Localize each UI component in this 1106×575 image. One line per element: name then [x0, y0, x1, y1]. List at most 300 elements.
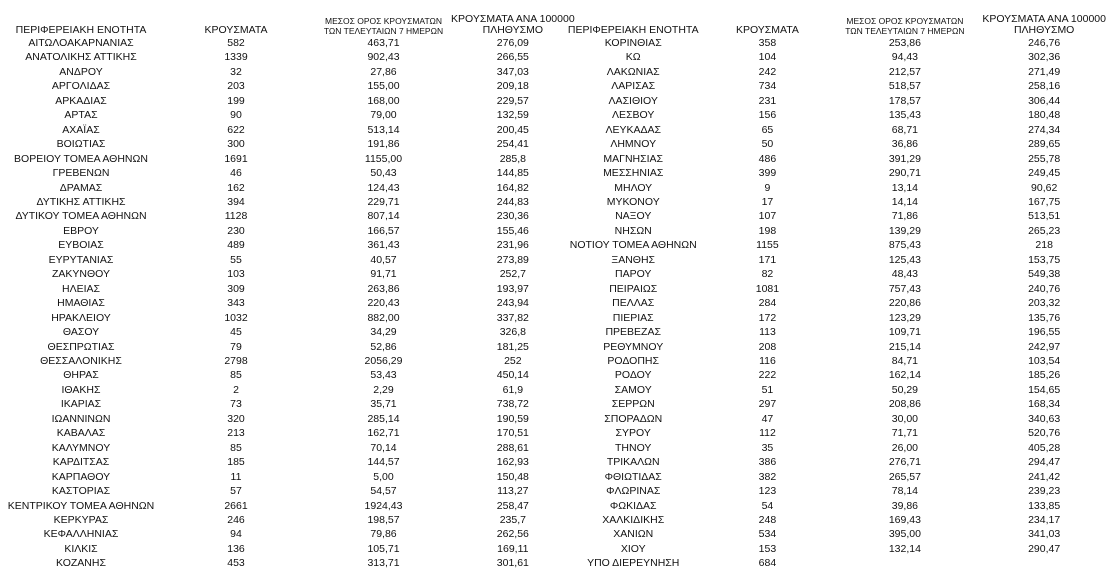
per-100k-cell: 306,44	[1028, 94, 1061, 107]
avg-7days-cell: 220,43	[367, 297, 400, 310]
region-cell: ΛΑΚΩΝΙΑΣ	[606, 65, 660, 78]
cases-cell: 46	[230, 167, 242, 180]
avg-7days-cell: 109,71	[888, 326, 921, 339]
per-100k-cell: 240,76	[1028, 282, 1061, 295]
region-cell: ΗΛΕΙΑΣ	[61, 282, 100, 295]
avg-7days-cell: 78,14	[891, 485, 919, 498]
avg-7days-cell: 757,43	[888, 282, 921, 295]
cases-cell: 32	[230, 65, 242, 78]
table-row	[559, 542, 1106, 556]
region-cell: ΧΑΝΙΩΝ	[613, 528, 654, 541]
header-per-100k	[982, 8, 1106, 36]
region-cell: ΑΡΓΟΛΙΔΑΣ	[51, 80, 111, 93]
table-row	[6, 527, 575, 541]
avg-7days-cell: 79,86	[370, 528, 397, 541]
cases-cell: 1691	[224, 152, 248, 165]
cases-cell: 79	[230, 340, 242, 353]
region-cell: ΝΑΞΟΥ	[615, 210, 652, 223]
region-cell: ΣΠΟΡΑΔΩΝ	[604, 412, 663, 425]
region-cell: ΑΡΤΑΣ	[64, 109, 98, 122]
table-row	[559, 296, 1106, 310]
avg-7days-cell: 168,00	[367, 94, 400, 107]
avg-7days-cell: 132,14	[888, 542, 921, 555]
table-row	[559, 484, 1106, 498]
header-per100k-line1: ΚΡΟΥΣΜΑΤΑ ΑΝΑ 100000	[451, 13, 575, 25]
cases-cell: 113	[759, 326, 776, 339]
region-cell: ΒΟΡΕΙΟΥ ΤΟΜΕΑ ΑΘΗΝΩΝ	[14, 152, 148, 165]
table-row	[6, 340, 575, 354]
avg-7days-cell: 50,43	[370, 167, 397, 180]
avg-7days-cell: 70,14	[370, 441, 397, 454]
table-row	[6, 354, 575, 368]
region-cell: ΜΕΣΣΗΝΙΑΣ	[603, 167, 664, 180]
table-row	[6, 484, 575, 498]
table-row	[559, 108, 1106, 122]
avg-7days-cell: 48,43	[891, 268, 919, 281]
region-cell: ΚΑΡΠΑΘΟΥ	[51, 470, 111, 483]
avg-7days-cell: 36,86	[891, 138, 919, 151]
region-cell: ΘΕΣΣΑΛΟΝΙΚΗΣ	[40, 354, 122, 367]
avg-7days-cell: 463,71	[367, 37, 400, 49]
cases-cell: 394	[227, 195, 245, 208]
avg-7days-cell: 169,43	[888, 513, 921, 526]
region-cell: ΧΙΟΥ	[620, 542, 646, 555]
per-100k-cell: 133,85	[1028, 499, 1061, 512]
per-100k-cell: 239,23	[1028, 485, 1061, 498]
avg-7days-cell: 191,86	[367, 138, 400, 151]
table-row	[559, 166, 1106, 180]
region-cell: ΛΗΜΝΟΥ	[610, 138, 657, 151]
avg-7days-cell: 40,57	[370, 253, 397, 266]
header-per-100k	[451, 8, 575, 36]
per-100k-cell: 513,51	[1028, 210, 1061, 223]
per-100k-cell: 289,65	[1028, 138, 1061, 151]
avg-7days-cell: 166,57	[367, 224, 400, 237]
cases-cell: 2	[233, 383, 239, 396]
table-row	[6, 397, 575, 411]
per-100k-cell: 273,89	[496, 253, 529, 266]
region-cell: ΑΡΚΑΔΙΑΣ	[55, 94, 107, 107]
region-cell: ΜΑΓΝΗΣΙΑΣ	[603, 152, 664, 165]
avg-7days-cell: 105,71	[367, 542, 400, 555]
avg-7days-cell: 27,86	[370, 65, 397, 78]
cases-cell: 185	[227, 456, 245, 469]
header-row	[559, 8, 1106, 36]
avg-7days-cell: 276,71	[888, 456, 921, 469]
table-row	[559, 123, 1106, 137]
per-100k-cell: 103,54	[1028, 354, 1061, 367]
table-row	[6, 195, 575, 209]
table-row	[559, 181, 1106, 195]
cases-cell: 9	[764, 181, 771, 194]
region-cell: ΛΑΣΙΘΙΟΥ	[608, 94, 658, 107]
table-row	[559, 195, 1106, 209]
avg-7days-cell: 875,43	[888, 239, 921, 252]
cases-cell: 50	[761, 138, 774, 151]
per-100k-cell: 738,72	[496, 398, 529, 411]
cases-cell: 85	[230, 441, 242, 454]
region-cell: ΥΠΟ ΔΙΕΡΕΥΝΗΣΗ	[587, 557, 680, 570]
table-row	[559, 94, 1106, 108]
per-100k-cell: 244,83	[496, 195, 529, 208]
avg-7days-cell: 155,00	[367, 80, 400, 93]
per-100k-cell: 347,03	[496, 65, 529, 78]
region-cell: ΦΛΩΡΙΝΑΣ	[606, 485, 661, 498]
avg-7days-cell: 253,86	[888, 37, 921, 49]
table-row	[6, 383, 575, 397]
table-row	[559, 137, 1106, 151]
cases-cell: 153	[758, 542, 777, 555]
region-cell: ΙΩΑΝΝΙΝΩΝ	[51, 412, 111, 425]
table-row	[6, 152, 575, 166]
region-cell: ΘΗΡΑΣ	[63, 369, 99, 382]
header-avg-line2: ΤΩΝ ΤΕΛΕΥΤΑΙΩΝ 7 ΗΜΕΡΩΝ	[323, 26, 444, 36]
avg-7days-cell: 208,86	[888, 398, 921, 411]
left-cases-table	[6, 8, 575, 571]
cases-cell: 230	[227, 224, 245, 237]
per-100k-cell: 170,51	[496, 427, 529, 440]
per-100k-cell	[982, 556, 1106, 570]
table-row	[559, 50, 1106, 64]
per-100k-cell: 181,25	[496, 340, 529, 353]
right-cases-table	[559, 8, 1106, 571]
cases-cell: 1155	[756, 239, 779, 252]
table-row	[559, 209, 1106, 223]
table-row	[559, 152, 1106, 166]
region-cell: ΑΧΑΪΑΣ	[62, 123, 100, 136]
avg-7days-cell: 144,57	[367, 456, 400, 469]
region-cell: ΣΕΡΡΩΝ	[611, 398, 655, 411]
per-100k-cell: 274,34	[1028, 123, 1061, 136]
table-row	[6, 412, 575, 426]
cases-cell: 622	[227, 123, 245, 136]
avg-7days-cell: 807,14	[367, 210, 400, 223]
per-100k-cell: 61,9	[502, 383, 524, 396]
cases-cell: 320	[227, 412, 245, 425]
header-avg-line2: ΤΩΝ ΤΕΛΕΥΤΑΙΩΝ 7 ΗΜΕΡΩΝ	[845, 26, 965, 36]
per-100k-cell: 246,76	[1028, 37, 1061, 49]
cases-cell: 57	[230, 485, 242, 498]
cases-cell: 123	[758, 485, 777, 498]
avg-7days-cell: 30,00	[891, 412, 919, 425]
per-100k-cell: 254,41	[496, 138, 529, 151]
table-row	[559, 224, 1106, 238]
table-row	[559, 340, 1106, 354]
cases-cell: 1128	[224, 210, 248, 223]
table-row	[559, 253, 1106, 267]
per-100k-cell: 258,47	[496, 499, 529, 512]
region-cell: ΣΑΜΟΥ	[614, 383, 652, 396]
header-per100k-line2: ΠΛΗΘΥΣΜΟ	[482, 24, 544, 36]
region-cell: ΓΡΕΒΕΝΩΝ	[52, 167, 110, 180]
table-row	[6, 36, 575, 50]
avg-7days-cell: 391,29	[888, 152, 921, 165]
region-cell: ΒΟΙΩΤΙΑΣ	[56, 138, 106, 151]
per-100k-cell: 203,32	[1028, 297, 1061, 310]
region-cell: ΚΟΡΙΝΘΙΑΣ	[604, 37, 662, 49]
table-row	[6, 542, 575, 556]
region-cell: ΘΕΣΠΡΩΤΙΑΣ	[47, 340, 115, 353]
avg-7days-cell: 52,86	[370, 340, 397, 353]
per-100k-cell: 150,48	[496, 470, 529, 483]
avg-7days-cell: 5,00	[373, 470, 394, 483]
header-per100k-line2: ΠΛΗΘΥΣΜΟ	[1013, 24, 1075, 36]
per-100k-cell: 262,56	[496, 528, 529, 541]
per-100k-cell: 135,76	[1028, 311, 1061, 324]
per-100k-cell: 231,96	[496, 239, 529, 252]
avg-7days-cell: 1924,43	[364, 499, 403, 512]
region-cell: ΔΡΑΜΑΣ	[59, 181, 103, 194]
cases-cell: 489	[227, 239, 245, 252]
table-row	[559, 426, 1106, 440]
region-cell: ΙΘΑΚΗΣ	[61, 383, 101, 396]
region-cell: ΖΑΚΥΝΘΟΥ	[51, 268, 110, 281]
cases-cell: 82	[761, 268, 774, 281]
region-cell: ΚΕΦΑΛΛΗΝΙΑΣ	[43, 528, 119, 541]
header-cases: ΚΡΟΥΣΜΑΤΑ	[204, 24, 268, 36]
cases-cell: 45	[230, 326, 242, 339]
avg-7days-cell: 26,00	[891, 441, 919, 454]
cases-cell: 198	[758, 224, 777, 237]
region-cell: ΡΟΔΟΥ	[614, 369, 652, 382]
cases-cell: 11	[230, 470, 242, 483]
region-cell: ΣΥΡΟΥ	[615, 427, 651, 440]
region-cell: ΤΗΝΟΥ	[615, 441, 652, 454]
per-100k-cell: 301,61	[496, 557, 529, 570]
cases-cell: 231	[758, 94, 777, 107]
table-row	[6, 499, 575, 513]
avg-7days-cell: 91,71	[370, 268, 397, 281]
avg-7days-cell: 124,43	[367, 181, 400, 194]
per-100k-cell: 266,55	[496, 51, 529, 64]
region-cell: ΚΩ	[625, 51, 641, 64]
region-cell: ΡΟΔΟΠΗΣ	[607, 354, 659, 367]
region-cell: ΙΚΑΡΙΑΣ	[60, 398, 102, 411]
region-cell: ΝΟΤΙΟΥ ΤΟΜΕΑ ΑΘΗΝΩΝ	[569, 239, 697, 252]
table-row	[6, 426, 575, 440]
cases-cell: 382	[758, 470, 777, 483]
avg-7days-cell: 518,57	[888, 80, 921, 93]
table-row	[6, 209, 575, 223]
table-row	[6, 455, 575, 469]
region-cell: ΚΕΡΚΥΡΑΣ	[53, 513, 109, 526]
cases-cell: 343	[227, 297, 245, 310]
cases-cell: 534	[758, 528, 777, 541]
table-row	[559, 238, 1106, 252]
per-100k-cell: 132,59	[496, 109, 529, 122]
table-row	[559, 556, 1106, 570]
per-100k-cell: 288,61	[496, 441, 529, 454]
table-row	[6, 325, 575, 339]
table-row	[6, 282, 575, 296]
table-row	[6, 238, 575, 252]
cases-cell: 199	[227, 94, 245, 107]
table-row	[6, 181, 575, 195]
avg-7days-cell: 361,43	[367, 239, 400, 252]
per-100k-cell: 164,82	[496, 181, 529, 194]
region-cell: ΛΑΡΙΣΑΣ	[611, 80, 656, 93]
per-100k-cell: 290,47	[1028, 542, 1061, 555]
avg-7days-cell: 263,86	[367, 282, 400, 295]
cases-cell: 107	[758, 210, 777, 223]
per-100k-cell: 302,36	[1028, 51, 1061, 64]
table-row	[6, 108, 575, 122]
cases-cell: 284	[758, 297, 777, 310]
cases-cell: 17	[761, 195, 774, 208]
table-row	[559, 368, 1106, 382]
cases-cell: 309	[227, 282, 245, 295]
avg-7days-cell: 290,71	[888, 167, 921, 180]
per-100k-cell: 450,14	[496, 369, 529, 382]
cases-cell: 103	[227, 268, 245, 281]
cases-cell: 203	[227, 80, 245, 93]
table-row	[559, 441, 1106, 455]
header-avg-line1: ΜΕΣΟΣ ΟΡΟΣ ΚΡΟΥΣΜΑΤΩΝ	[846, 16, 964, 26]
per-100k-cell: 249,45	[1028, 167, 1061, 180]
per-100k-cell: 229,57	[496, 94, 529, 107]
per-100k-cell: 276,09	[496, 37, 529, 49]
cases-cell: 156	[758, 109, 777, 122]
right-table-body	[559, 36, 1106, 571]
table-row	[559, 325, 1106, 339]
cases-cell: 172	[758, 311, 777, 324]
cases-cell: 486	[758, 152, 777, 165]
per-100k-cell: 235,7	[499, 513, 526, 526]
per-100k-cell: 340,63	[1028, 412, 1061, 425]
table-row	[559, 79, 1106, 93]
region-cell: ΡΕΘΥΜΝΟΥ	[603, 340, 664, 353]
cases-cell: 2661	[224, 499, 248, 512]
avg-7days-cell: 902,43	[367, 51, 400, 64]
table-row	[6, 513, 575, 527]
cases-cell: 162	[227, 181, 245, 194]
avg-7days-cell: 162,71	[367, 427, 400, 440]
per-100k-cell: 265,23	[1028, 224, 1061, 237]
per-100k-cell: 252,7	[499, 268, 526, 281]
table-row	[6, 137, 575, 151]
avg-7days-cell: 395,00	[888, 528, 921, 541]
region-cell: ΦΘΙΩΤΙΔΑΣ	[604, 470, 662, 483]
per-100k-cell: 285,8	[499, 152, 526, 165]
region-cell: ΚΑΛΥΜΝΟΥ	[51, 441, 111, 454]
avg-7days-cell: 882,00	[367, 311, 400, 324]
avg-7days-cell: 313,71	[367, 557, 400, 570]
header-avg-7days	[827, 8, 982, 36]
cases-cell: 85	[230, 369, 242, 382]
avg-7days-cell: 178,57	[888, 94, 921, 107]
region-cell: ΤΡΙΚΑΛΩΝ	[606, 456, 660, 469]
per-100k-cell: 243,94	[496, 297, 529, 310]
table-row	[559, 455, 1106, 469]
avg-7days-cell: 123,29	[888, 311, 921, 324]
per-100k-cell: 113,27	[497, 485, 529, 498]
region-cell: ΕΒΡΟΥ	[63, 224, 99, 237]
table-row	[6, 267, 575, 281]
avg-7days-cell: 34,29	[370, 326, 397, 339]
cases-cell: 734	[758, 80, 777, 93]
per-100k-cell: 155,46	[496, 224, 529, 237]
header-region: ΠΕΡΙΦΕΡΕΙΑΚΗ ΕΝΟΤΗΤΑ	[15, 24, 147, 36]
avg-7days-cell: 71,71	[891, 427, 919, 440]
table-row	[6, 79, 575, 93]
region-cell: ΠΕΙΡΑΙΩΣ	[609, 282, 658, 295]
region-cell: ΚΙΛΚΙΣ	[64, 542, 98, 555]
region-cell: ΕΥΡΥΤΑΝΙΑΣ	[48, 253, 114, 266]
per-100k-cell: 154,65	[1028, 383, 1061, 396]
region-cell: ΑΝΑΤΟΛΙΚΗΣ ΑΤΤΙΚΗΣ	[25, 51, 137, 64]
per-100k-cell: 167,75	[1028, 195, 1061, 208]
region-cell: ΗΡΑΚΛΕΙΟΥ	[51, 311, 111, 324]
region-cell: ΗΜΑΘΙΑΣ	[57, 297, 105, 310]
per-100k-cell: 180,48	[1028, 109, 1061, 122]
per-100k-cell: 196,55	[1028, 326, 1061, 339]
per-100k-cell: 230,36	[496, 210, 529, 223]
avg-7days-cell: 54,57	[370, 485, 397, 498]
header-avg-7days	[316, 8, 451, 36]
cases-cell: 358	[758, 37, 777, 49]
region-cell: ΛΕΥΚΑΔΑΣ	[605, 123, 661, 136]
cases-cell: 582	[227, 37, 245, 49]
region-cell: ΧΑΛΚΙΔΙΚΗΣ	[602, 513, 665, 526]
cases-cell: 453	[227, 557, 245, 570]
header-region: ΠΕΡΙΦΕΡΕΙΑΚΗ ΕΝΟΤΗΤΑ	[567, 24, 699, 36]
region-cell: ΝΗΣΩΝ	[614, 224, 652, 237]
table-row	[6, 311, 575, 325]
avg-7days-cell: 94,43	[891, 51, 919, 64]
per-100k-cell: 234,17	[1028, 513, 1061, 526]
cases-cell: 55	[230, 253, 242, 266]
per-100k-cell: 209,18	[496, 80, 529, 93]
table-row	[559, 65, 1106, 79]
per-100k-cell: 405,28	[1028, 441, 1061, 454]
region-cell: ΚΑΡΔΙΤΣΑΣ	[52, 456, 110, 469]
per-100k-cell: 168,34	[1028, 398, 1061, 411]
per-100k-cell: 90,62	[1031, 181, 1058, 194]
table-row	[559, 397, 1106, 411]
avg-7days-cell: 50,29	[891, 383, 919, 396]
table-row	[6, 94, 575, 108]
cases-cell: 246	[227, 513, 245, 526]
per-100k-cell: 162,93	[496, 456, 529, 469]
table-row	[559, 311, 1106, 325]
per-100k-cell: 241,42	[1028, 470, 1061, 483]
avg-7days-cell: 35,71	[370, 398, 397, 411]
table-row	[559, 282, 1106, 296]
table-row	[559, 412, 1106, 426]
per-100k-cell: 218	[1035, 239, 1053, 252]
table-row	[6, 123, 575, 137]
cases-cell: 242	[758, 65, 777, 78]
table-row	[6, 470, 575, 484]
avg-7days-cell: 285,14	[367, 412, 400, 425]
avg-7days-cell: 229,71	[367, 195, 400, 208]
avg-7days-cell: 215,14	[888, 340, 921, 353]
per-100k-cell: 185,26	[1028, 369, 1061, 382]
avg-7days-cell: 212,57	[888, 65, 921, 78]
region-cell: ΚΕΝΤΡΙΚΟΥ ΤΟΜΕΑ ΑΘΗΝΩΝ	[7, 499, 155, 512]
table-row	[559, 383, 1106, 397]
table-row	[559, 354, 1106, 368]
region-cell: ΚΟΖΑΝΗΣ	[56, 557, 106, 570]
table-row	[559, 527, 1106, 541]
cases-cell: 51	[761, 383, 774, 396]
per-100k-cell: 337,82	[496, 311, 529, 324]
cases-cell: 684	[758, 557, 777, 570]
region-cell: ΔΥΤΙΚΗΣ ΑΤΤΙΚΗΣ	[36, 195, 126, 208]
cases-cell: 65	[761, 123, 774, 136]
per-100k-cell: 326,8	[499, 326, 526, 339]
region-cell: ΜΥΚΟΝΟΥ	[606, 195, 660, 208]
